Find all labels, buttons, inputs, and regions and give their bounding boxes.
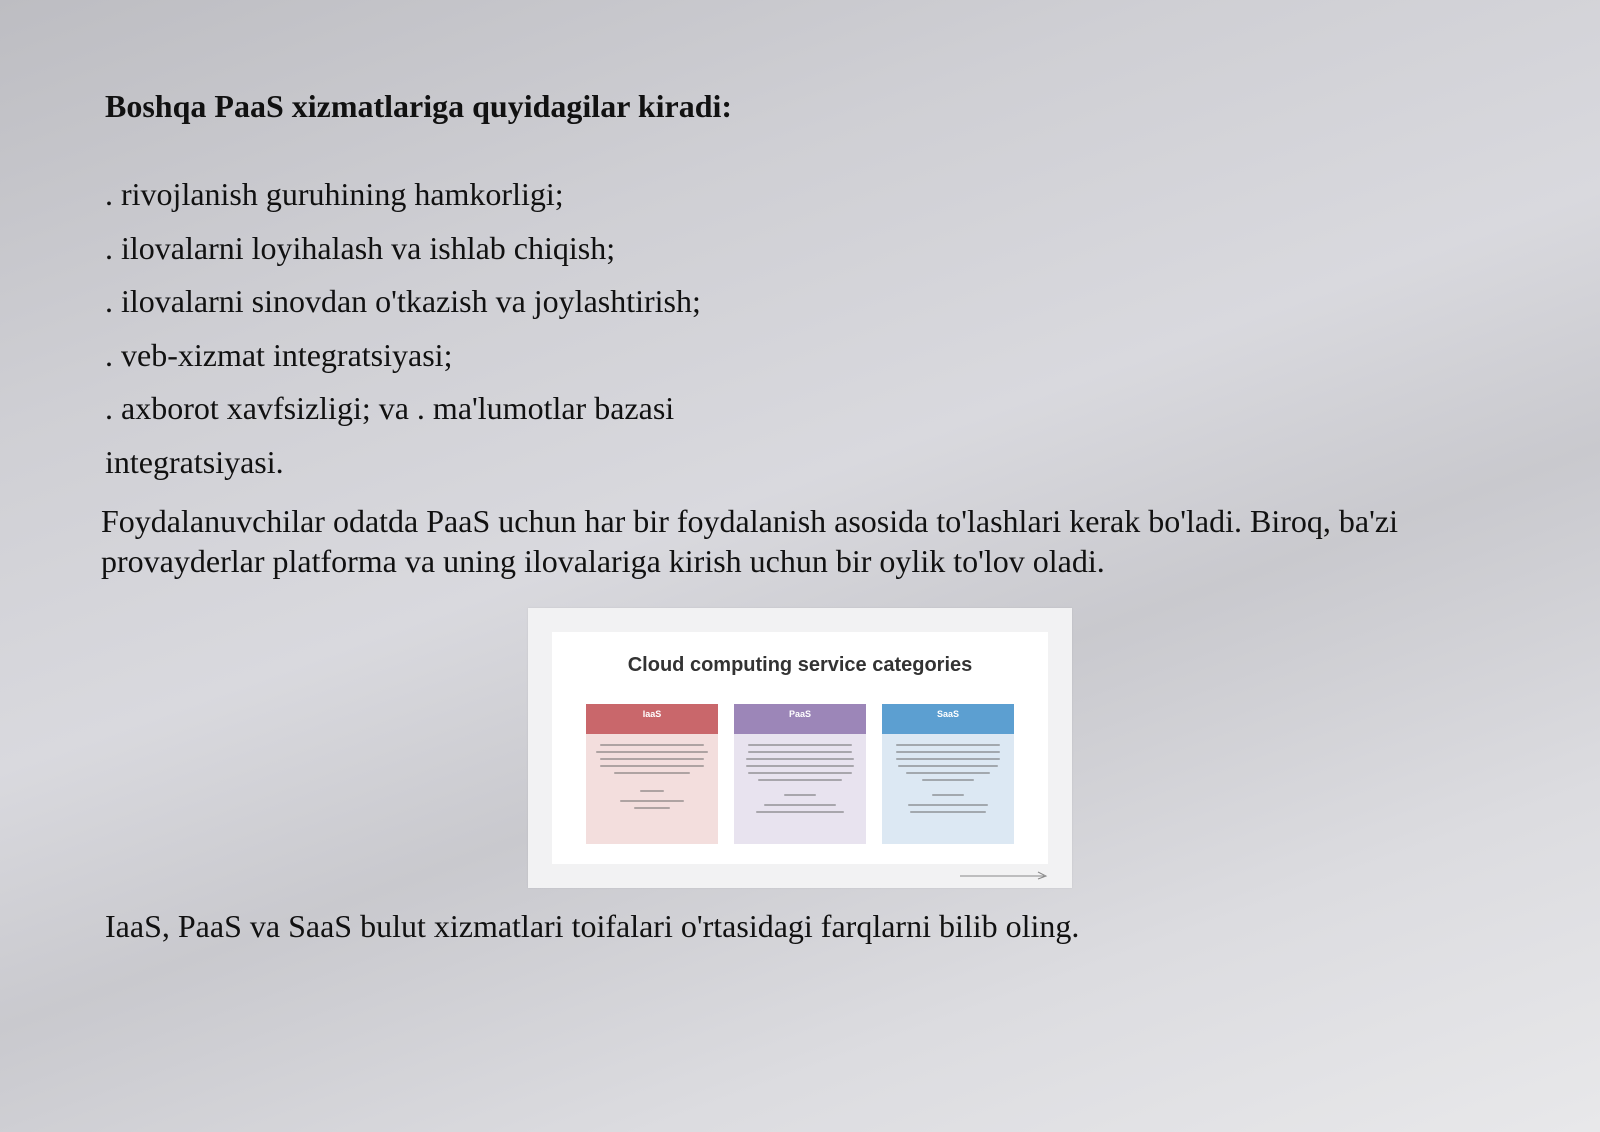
category-body-iaas [586, 734, 718, 844]
category-header-iaas: IaaS [586, 704, 718, 734]
category-card-iaas [586, 704, 718, 844]
category-body-saas [882, 734, 1014, 844]
list-item: . veb-xizmat integratsiyasi; [105, 336, 453, 373]
list-item: . ilovalarni sinovdan o'tkazish va joylashtirish; [105, 283, 701, 319]
figure-title: Cloud computing service categories [627, 654, 973, 676]
section-heading: Boshqa PaaS xizmatlariga quyidagilar kiradi: [105, 88, 733, 124]
paas-services-list [105, 168, 701, 489]
category-header-saas: SaaS [882, 704, 1014, 734]
arrow-icon [960, 870, 1050, 880]
category-header-paas: PaaS [734, 704, 866, 734]
list-item: . rivojlanish guruhining hamkorligi; [105, 176, 564, 212]
category-card-saas [882, 704, 1014, 844]
list-item: integratsiyasi. [105, 443, 284, 480]
category-card-paas [734, 704, 866, 844]
pricing-paragraph: Foydalanuvchilar odatda PaaS uchun har bir foydalanish asosida to'lashlari kerak bo'ladi. Biroq, ba'zi provayderlar platforma va uning ilovalariga kirish uchun bir oylik to'lov oladi. [101, 503, 1398, 579]
list-item: . ilovalarni loyihalash va ishlab chiqish; [105, 229, 616, 266]
list-item: . axborot xavfsizligi; va . ma'lumotlar bazasi [105, 390, 675, 426]
figure-caption: IaaS, PaaS va SaaS bulut xizmatlari toifalari o'rtasidagi farqlarni bilib oling. [105, 908, 1080, 944]
cloud-categories-figure [528, 608, 1072, 888]
figure-card [552, 632, 1048, 864]
category-body-paas [734, 734, 866, 844]
